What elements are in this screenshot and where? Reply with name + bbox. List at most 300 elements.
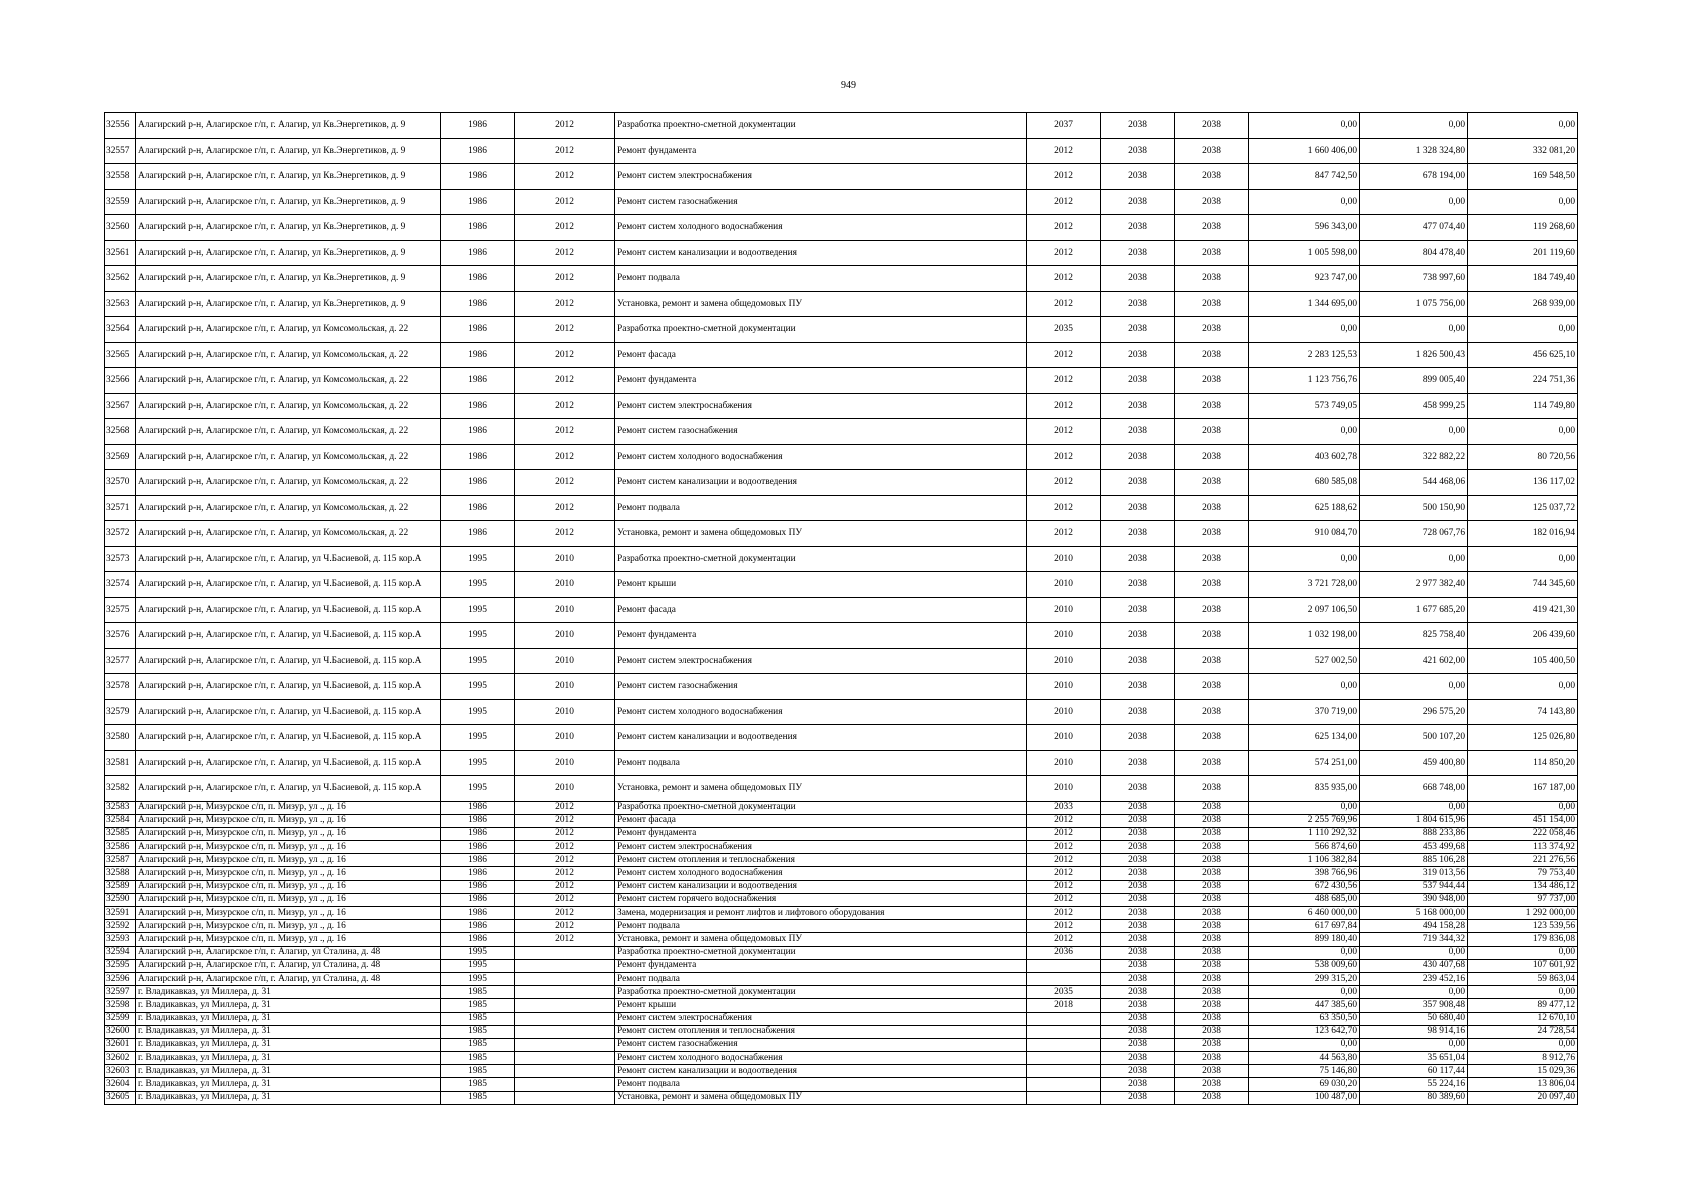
planned-year-cell: 2012 [1027, 342, 1101, 368]
owner-cost-cell: 24 728,54 [1468, 1025, 1578, 1038]
planned-year-cell: 2035 [1027, 317, 1101, 343]
total-cost-cell: 0,00 [1249, 986, 1360, 999]
fund-cost-cell: 804 478,40 [1360, 240, 1468, 266]
fund-cost-cell: 296 575,20 [1360, 699, 1468, 725]
table-row [105, 801, 1578, 814]
owner-cost-cell: 182 016,94 [1468, 521, 1578, 547]
start-year-cell: 2038 [1101, 1052, 1175, 1065]
row-number-cell: 32561 [105, 240, 136, 266]
work-type-cell: Разработка проектно-сметной документации [615, 113, 1027, 139]
planned-year-cell: 2012 [1027, 240, 1101, 266]
total-cost-cell: 1 106 382,84 [1249, 854, 1360, 867]
total-cost-cell: 0,00 [1249, 113, 1360, 139]
fund-cost-cell: 0,00 [1360, 1038, 1468, 1051]
start-year-cell: 2038 [1101, 1065, 1175, 1078]
build-year-cell: 1995 [441, 597, 515, 623]
privatization-year-cell: 2010 [515, 750, 615, 776]
build-year-cell: 1986 [441, 240, 515, 266]
start-year-cell: 2038 [1101, 266, 1175, 292]
work-type-cell: Ремонт систем канализации и водоотведения [615, 240, 1027, 266]
planned-year-cell: 2012 [1027, 138, 1101, 164]
row-number-cell: 32604 [105, 1078, 136, 1091]
total-cost-cell: 923 747,00 [1249, 266, 1360, 292]
privatization-year-cell: 2012 [515, 342, 615, 368]
row-number-cell: 32583 [105, 801, 136, 814]
table-row [105, 854, 1578, 867]
fund-cost-cell: 500 150,90 [1360, 495, 1468, 521]
table-row [105, 920, 1578, 933]
work-type-cell: Ремонт систем холодного водоснабжения [615, 215, 1027, 241]
address-cell: Алагирский р-н, Алагирское г/п, г. Алагир, ул Комсомольская, д. 22 [136, 342, 441, 368]
owner-cost-cell: 114 749,80 [1468, 393, 1578, 419]
planned-year-cell [1027, 1025, 1101, 1038]
total-cost-cell: 447 385,60 [1249, 999, 1360, 1012]
total-cost-cell: 0,00 [1249, 801, 1360, 814]
owner-cost-cell: 1 292 000,00 [1468, 907, 1578, 920]
privatization-year-cell: 2012 [515, 317, 615, 343]
fund-cost-cell: 0,00 [1360, 946, 1468, 959]
start-year-cell: 2038 [1101, 867, 1175, 880]
privatization-year-cell [515, 1078, 615, 1091]
planned-year-cell [1027, 1012, 1101, 1025]
owner-cost-cell: 134 486,12 [1468, 880, 1578, 893]
planned-year-cell: 2012 [1027, 393, 1101, 419]
planned-year-cell: 2012 [1027, 189, 1101, 215]
total-cost-cell: 370 719,00 [1249, 699, 1360, 725]
row-number-cell: 32598 [105, 999, 136, 1012]
address-cell: Алагирский р-н, Мизурское с/п, п. Мизур, ул ., д. 16 [136, 867, 441, 880]
work-type-cell: Ремонт систем холодного водоснабжения [615, 699, 1027, 725]
build-year-cell: 1986 [441, 444, 515, 470]
end-year-cell: 2038 [1175, 648, 1249, 674]
privatization-year-cell: 2012 [515, 470, 615, 496]
end-year-cell: 2038 [1175, 933, 1249, 946]
start-year-cell: 2038 [1101, 138, 1175, 164]
address-cell: Алагирский р-н, Алагирское г/п, г. Алагир, ул Комсомольская, д. 22 [136, 444, 441, 470]
planned-year-cell: 2012 [1027, 920, 1101, 933]
owner-cost-cell: 79 753,40 [1468, 867, 1578, 880]
address-cell: Алагирский р-н, Алагирское г/п, г. Алагир, ул Сталина, д. 48 [136, 946, 441, 959]
fund-cost-cell: 80 389,60 [1360, 1091, 1468, 1104]
address-cell: Алагирский р-н, Алагирское г/п, г. Алагир, ул Ч.Басиевой, д. 115 кор.А [136, 725, 441, 751]
work-type-cell: Ремонт систем холодного водоснабжения [615, 867, 1027, 880]
privatization-year-cell [515, 946, 615, 959]
end-year-cell: 2038 [1175, 521, 1249, 547]
build-year-cell: 1985 [441, 1038, 515, 1051]
owner-cost-cell: 222 058,46 [1468, 827, 1578, 840]
end-year-cell: 2038 [1175, 164, 1249, 190]
build-year-cell: 1986 [441, 393, 515, 419]
privatization-year-cell [515, 986, 615, 999]
work-type-cell: Ремонт подвала [615, 972, 1027, 985]
row-number-cell: 32581 [105, 750, 136, 776]
address-cell: г. Владикавказ, ул Миллера, д. 31 [136, 1052, 441, 1065]
fund-cost-cell: 50 680,40 [1360, 1012, 1468, 1025]
table-row [105, 841, 1578, 854]
owner-cost-cell: 12 670,10 [1468, 1012, 1578, 1025]
owner-cost-cell: 80 720,56 [1468, 444, 1578, 470]
build-year-cell: 1986 [441, 138, 515, 164]
total-cost-cell: 6 460 000,00 [1249, 907, 1360, 920]
planned-year-cell: 2010 [1027, 776, 1101, 802]
fund-cost-cell: 899 005,40 [1360, 368, 1468, 394]
row-number-cell: 32571 [105, 495, 136, 521]
planned-year-cell: 2010 [1027, 674, 1101, 700]
row-number-cell: 32582 [105, 776, 136, 802]
work-type-cell: Ремонт крыши [615, 572, 1027, 598]
work-type-cell: Ремонт систем электроснабжения [615, 841, 1027, 854]
privatization-year-cell: 2012 [515, 814, 615, 827]
start-year-cell: 2038 [1101, 814, 1175, 827]
work-type-cell: Ремонт крыши [615, 999, 1027, 1012]
owner-cost-cell: 451 154,00 [1468, 814, 1578, 827]
total-cost-cell: 574 251,00 [1249, 750, 1360, 776]
table-row [105, 266, 1578, 292]
fund-cost-cell: 500 107,20 [1360, 725, 1468, 751]
build-year-cell: 1995 [441, 776, 515, 802]
table-row [105, 750, 1578, 776]
start-year-cell: 2038 [1101, 1025, 1175, 1038]
privatization-year-cell [515, 1012, 615, 1025]
build-year-cell: 1986 [441, 317, 515, 343]
table-row [105, 933, 1578, 946]
address-cell: Алагирский р-н, Алагирское г/п, г. Алагир, ул Комсомольская, д. 22 [136, 393, 441, 419]
table-row [105, 189, 1578, 215]
row-number-cell: 32585 [105, 827, 136, 840]
address-cell: Алагирский р-н, Алагирское г/п, г. Алагир, ул Комсомольская, д. 22 [136, 521, 441, 547]
build-year-cell: 1986 [441, 841, 515, 854]
work-type-cell: Разработка проектно-сметной документации [615, 317, 1027, 343]
start-year-cell: 2038 [1101, 933, 1175, 946]
privatization-year-cell: 2012 [515, 113, 615, 139]
work-type-cell: Ремонт фундамента [615, 959, 1027, 972]
work-type-cell: Ремонт систем электроснабжения [615, 164, 1027, 190]
owner-cost-cell: 0,00 [1468, 946, 1578, 959]
build-year-cell: 1986 [441, 495, 515, 521]
fund-cost-cell: 55 224,16 [1360, 1078, 1468, 1091]
work-type-cell: Разработка проектно-сметной документации [615, 946, 1027, 959]
address-cell: Алагирский р-н, Алагирское г/п, г. Алагир, ул Кв.Энергетиков, д. 9 [136, 240, 441, 266]
address-cell: Алагирский р-н, Мизурское с/п, п. Мизур, ул ., д. 16 [136, 854, 441, 867]
fund-cost-cell: 0,00 [1360, 674, 1468, 700]
table-row [105, 240, 1578, 266]
start-year-cell: 2038 [1101, 841, 1175, 854]
table-row [105, 164, 1578, 190]
privatization-year-cell: 2010 [515, 648, 615, 674]
owner-cost-cell: 268 939,00 [1468, 291, 1578, 317]
end-year-cell: 2038 [1175, 750, 1249, 776]
build-year-cell: 1985 [441, 986, 515, 999]
build-year-cell: 1986 [441, 893, 515, 906]
address-cell: Алагирский р-н, Мизурское с/п, п. Мизур, ул ., д. 16 [136, 933, 441, 946]
table-row [105, 1078, 1578, 1091]
work-type-cell: Ремонт систем электроснабжения [615, 393, 1027, 419]
owner-cost-cell: 0,00 [1468, 189, 1578, 215]
address-cell: Алагирский р-н, Алагирское г/п, г. Алагир, ул Кв.Энергетиков, д. 9 [136, 291, 441, 317]
fund-cost-cell: 453 499,68 [1360, 841, 1468, 854]
build-year-cell: 1985 [441, 1025, 515, 1038]
owner-cost-cell: 105 400,50 [1468, 648, 1578, 674]
owner-cost-cell: 0,00 [1468, 1038, 1578, 1051]
planned-year-cell [1027, 1091, 1101, 1104]
row-number-cell: 32575 [105, 597, 136, 623]
work-type-cell: Ремонт фундамента [615, 368, 1027, 394]
table-row [105, 907, 1578, 920]
row-number-cell: 32564 [105, 317, 136, 343]
end-year-cell: 2038 [1175, 368, 1249, 394]
owner-cost-cell: 0,00 [1468, 317, 1578, 343]
end-year-cell: 2038 [1175, 674, 1249, 700]
privatization-year-cell [515, 1038, 615, 1051]
table-row [105, 1038, 1578, 1051]
end-year-cell: 2038 [1175, 1078, 1249, 1091]
build-year-cell: 1995 [441, 946, 515, 959]
table-row [105, 648, 1578, 674]
planned-year-cell: 2010 [1027, 623, 1101, 649]
row-number-cell: 32590 [105, 893, 136, 906]
privatization-year-cell: 2012 [515, 419, 615, 445]
table-row [105, 113, 1578, 139]
end-year-cell: 2038 [1175, 266, 1249, 292]
start-year-cell: 2038 [1101, 893, 1175, 906]
build-year-cell: 1986 [441, 880, 515, 893]
owner-cost-cell: 169 548,50 [1468, 164, 1578, 190]
total-cost-cell: 1 110 292,32 [1249, 827, 1360, 840]
owner-cost-cell: 74 143,80 [1468, 699, 1578, 725]
privatization-year-cell: 2012 [515, 920, 615, 933]
privatization-year-cell: 2010 [515, 776, 615, 802]
address-cell: Алагирский р-н, Мизурское с/п, п. Мизур, ул ., д. 16 [136, 814, 441, 827]
table-row [105, 521, 1578, 547]
table-row [105, 393, 1578, 419]
end-year-cell: 2038 [1175, 725, 1249, 751]
planned-year-cell: 2012 [1027, 164, 1101, 190]
address-cell: Алагирский р-н, Алагирское г/п, г. Алагир, ул Ч.Басиевой, д. 115 кор.А [136, 546, 441, 572]
end-year-cell: 2038 [1175, 972, 1249, 985]
table-row [105, 546, 1578, 572]
address-cell: Алагирский р-н, Алагирское г/п, г. Алагир, ул Ч.Басиевой, д. 115 кор.А [136, 750, 441, 776]
work-type-cell: Установка, ремонт и замена общедомовых ПУ [615, 1091, 1027, 1104]
end-year-cell: 2038 [1175, 699, 1249, 725]
fund-cost-cell: 322 882,22 [1360, 444, 1468, 470]
fund-cost-cell: 728 067,76 [1360, 521, 1468, 547]
build-year-cell: 1986 [441, 801, 515, 814]
owner-cost-cell: 13 806,04 [1468, 1078, 1578, 1091]
end-year-cell: 2038 [1175, 1052, 1249, 1065]
owner-cost-cell: 123 539,56 [1468, 920, 1578, 933]
repair-registry-table [104, 112, 1578, 1105]
address-cell: Алагирский р-н, Мизурское с/п, п. Мизур, ул ., д. 16 [136, 880, 441, 893]
row-number-cell: 32570 [105, 470, 136, 496]
end-year-cell: 2038 [1175, 495, 1249, 521]
end-year-cell: 2038 [1175, 419, 1249, 445]
address-cell: Алагирский р-н, Алагирское г/п, г. Алагир, ул Кв.Энергетиков, д. 9 [136, 164, 441, 190]
privatization-year-cell: 2010 [515, 546, 615, 572]
planned-year-cell: 2012 [1027, 814, 1101, 827]
build-year-cell: 1986 [441, 342, 515, 368]
end-year-cell: 2038 [1175, 959, 1249, 972]
total-cost-cell: 899 180,40 [1249, 933, 1360, 946]
work-type-cell: Ремонт систем электроснабжения [615, 648, 1027, 674]
build-year-cell: 1986 [441, 470, 515, 496]
table-row [105, 1091, 1578, 1104]
planned-year-cell: 2010 [1027, 648, 1101, 674]
end-year-cell: 2038 [1175, 240, 1249, 266]
start-year-cell: 2038 [1101, 986, 1175, 999]
planned-year-cell: 2012 [1027, 521, 1101, 547]
total-cost-cell: 63 350,50 [1249, 1012, 1360, 1025]
privatization-year-cell: 2010 [515, 572, 615, 598]
work-type-cell: Ремонт систем горячего водоснабжения [615, 893, 1027, 906]
row-number-cell: 32597 [105, 986, 136, 999]
owner-cost-cell: 201 119,60 [1468, 240, 1578, 266]
work-type-cell: Ремонт подвала [615, 920, 1027, 933]
start-year-cell: 2038 [1101, 240, 1175, 266]
planned-year-cell: 2012 [1027, 291, 1101, 317]
build-year-cell: 1986 [441, 854, 515, 867]
total-cost-cell: 680 585,08 [1249, 470, 1360, 496]
end-year-cell: 2038 [1175, 189, 1249, 215]
planned-year-cell: 2012 [1027, 907, 1101, 920]
end-year-cell: 2038 [1175, 393, 1249, 419]
start-year-cell: 2038 [1101, 572, 1175, 598]
total-cost-cell: 0,00 [1249, 1038, 1360, 1051]
row-number-cell: 32577 [105, 648, 136, 674]
end-year-cell: 2038 [1175, 867, 1249, 880]
planned-year-cell: 2037 [1027, 113, 1101, 139]
table-row [105, 623, 1578, 649]
address-cell: Алагирский р-н, Мизурское с/п, п. Мизур, ул ., д. 16 [136, 893, 441, 906]
start-year-cell: 2038 [1101, 648, 1175, 674]
work-type-cell: Разработка проектно-сметной документации [615, 801, 1027, 814]
work-type-cell: Установка, ремонт и замена общедомовых ПУ [615, 291, 1027, 317]
row-number-cell: 32569 [105, 444, 136, 470]
planned-year-cell: 2036 [1027, 946, 1101, 959]
planned-year-cell: 2012 [1027, 470, 1101, 496]
fund-cost-cell: 537 944,44 [1360, 880, 1468, 893]
address-cell: г. Владикавказ, ул Миллера, д. 31 [136, 986, 441, 999]
privatization-year-cell: 2012 [515, 841, 615, 854]
total-cost-cell: 573 749,05 [1249, 393, 1360, 419]
address-cell: Алагирский р-н, Мизурское с/п, п. Мизур, ул ., д. 16 [136, 920, 441, 933]
end-year-cell: 2038 [1175, 1025, 1249, 1038]
table-row [105, 946, 1578, 959]
work-type-cell: Ремонт фасада [615, 342, 1027, 368]
planned-year-cell: 2012 [1027, 854, 1101, 867]
work-type-cell: Ремонт систем канализации и водоотведения [615, 1065, 1027, 1078]
end-year-cell: 2038 [1175, 1012, 1249, 1025]
address-cell: Алагирский р-н, Алагирское г/п, г. Алагир, ул Сталина, д. 48 [136, 972, 441, 985]
work-type-cell: Ремонт систем канализации и водоотведения [615, 880, 1027, 893]
address-cell: Алагирский р-н, Алагирское г/п, г. Алагир, ул Комсомольская, д. 22 [136, 368, 441, 394]
row-number-cell: 32573 [105, 546, 136, 572]
end-year-cell: 2038 [1175, 801, 1249, 814]
fund-cost-cell: 668 748,00 [1360, 776, 1468, 802]
fund-cost-cell: 719 344,32 [1360, 933, 1468, 946]
fund-cost-cell: 459 400,80 [1360, 750, 1468, 776]
planned-year-cell: 2010 [1027, 546, 1101, 572]
end-year-cell: 2038 [1175, 317, 1249, 343]
total-cost-cell: 75 146,80 [1249, 1065, 1360, 1078]
fund-cost-cell: 390 948,00 [1360, 893, 1468, 906]
owner-cost-cell: 744 345,60 [1468, 572, 1578, 598]
start-year-cell: 2038 [1101, 854, 1175, 867]
total-cost-cell: 835 935,00 [1249, 776, 1360, 802]
address-cell: г. Владикавказ, ул Миллера, д. 31 [136, 1038, 441, 1051]
planned-year-cell: 2035 [1027, 986, 1101, 999]
row-number-cell: 32563 [105, 291, 136, 317]
total-cost-cell: 3 721 728,00 [1249, 572, 1360, 598]
build-year-cell: 1986 [441, 419, 515, 445]
build-year-cell: 1985 [441, 1065, 515, 1078]
privatization-year-cell: 2012 [515, 893, 615, 906]
work-type-cell: Ремонт фундамента [615, 827, 1027, 840]
start-year-cell: 2038 [1101, 419, 1175, 445]
privatization-year-cell: 2012 [515, 215, 615, 241]
start-year-cell: 2038 [1101, 801, 1175, 814]
work-type-cell: Установка, ремонт и замена общедомовых ПУ [615, 776, 1027, 802]
privatization-year-cell: 2012 [515, 827, 615, 840]
end-year-cell: 2038 [1175, 999, 1249, 1012]
total-cost-cell: 2 283 125,53 [1249, 342, 1360, 368]
table-row [105, 317, 1578, 343]
start-year-cell: 2038 [1101, 946, 1175, 959]
fund-cost-cell: 825 758,40 [1360, 623, 1468, 649]
privatization-year-cell: 2010 [515, 674, 615, 700]
build-year-cell: 1995 [441, 623, 515, 649]
end-year-cell: 2038 [1175, 215, 1249, 241]
build-year-cell: 1995 [441, 972, 515, 985]
build-year-cell: 1985 [441, 1091, 515, 1104]
end-year-cell: 2038 [1175, 854, 1249, 867]
planned-year-cell: 2012 [1027, 841, 1101, 854]
owner-cost-cell: 20 097,40 [1468, 1091, 1578, 1104]
end-year-cell: 2038 [1175, 1065, 1249, 1078]
row-number-cell: 32574 [105, 572, 136, 598]
address-cell: Алагирский р-н, Алагирское г/п, г. Алагир, ул Ч.Басиевой, д. 115 кор.А [136, 572, 441, 598]
fund-cost-cell: 1 804 615,96 [1360, 814, 1468, 827]
build-year-cell: 1985 [441, 1012, 515, 1025]
owner-cost-cell: 89 477,12 [1468, 999, 1578, 1012]
row-number-cell: 32603 [105, 1065, 136, 1078]
row-number-cell: 32594 [105, 946, 136, 959]
end-year-cell: 2038 [1175, 1091, 1249, 1104]
fund-cost-cell: 0,00 [1360, 189, 1468, 215]
planned-year-cell: 2033 [1027, 801, 1101, 814]
fund-cost-cell: 98 914,16 [1360, 1025, 1468, 1038]
row-number-cell: 32580 [105, 725, 136, 751]
privatization-year-cell: 2012 [515, 933, 615, 946]
total-cost-cell: 0,00 [1249, 189, 1360, 215]
privatization-year-cell: 2012 [515, 854, 615, 867]
address-cell: Алагирский р-н, Алагирское г/п, г. Алагир, ул Ч.Басиевой, д. 115 кор.А [136, 597, 441, 623]
table-row [105, 572, 1578, 598]
start-year-cell: 2038 [1101, 623, 1175, 649]
total-cost-cell: 398 766,96 [1249, 867, 1360, 880]
privatization-year-cell: 2012 [515, 189, 615, 215]
work-type-cell: Ремонт систем холодного водоснабжения [615, 1052, 1027, 1065]
planned-year-cell: 2012 [1027, 266, 1101, 292]
address-cell: Алагирский р-н, Алагирское г/п, г. Алагир, ул Ч.Басиевой, д. 115 кор.А [136, 674, 441, 700]
table-row [105, 291, 1578, 317]
address-cell: г. Владикавказ, ул Миллера, д. 31 [136, 1078, 441, 1091]
planned-year-cell [1027, 1038, 1101, 1051]
end-year-cell: 2038 [1175, 841, 1249, 854]
build-year-cell: 1995 [441, 674, 515, 700]
row-number-cell: 32572 [105, 521, 136, 547]
end-year-cell: 2038 [1175, 946, 1249, 959]
row-number-cell: 32568 [105, 419, 136, 445]
